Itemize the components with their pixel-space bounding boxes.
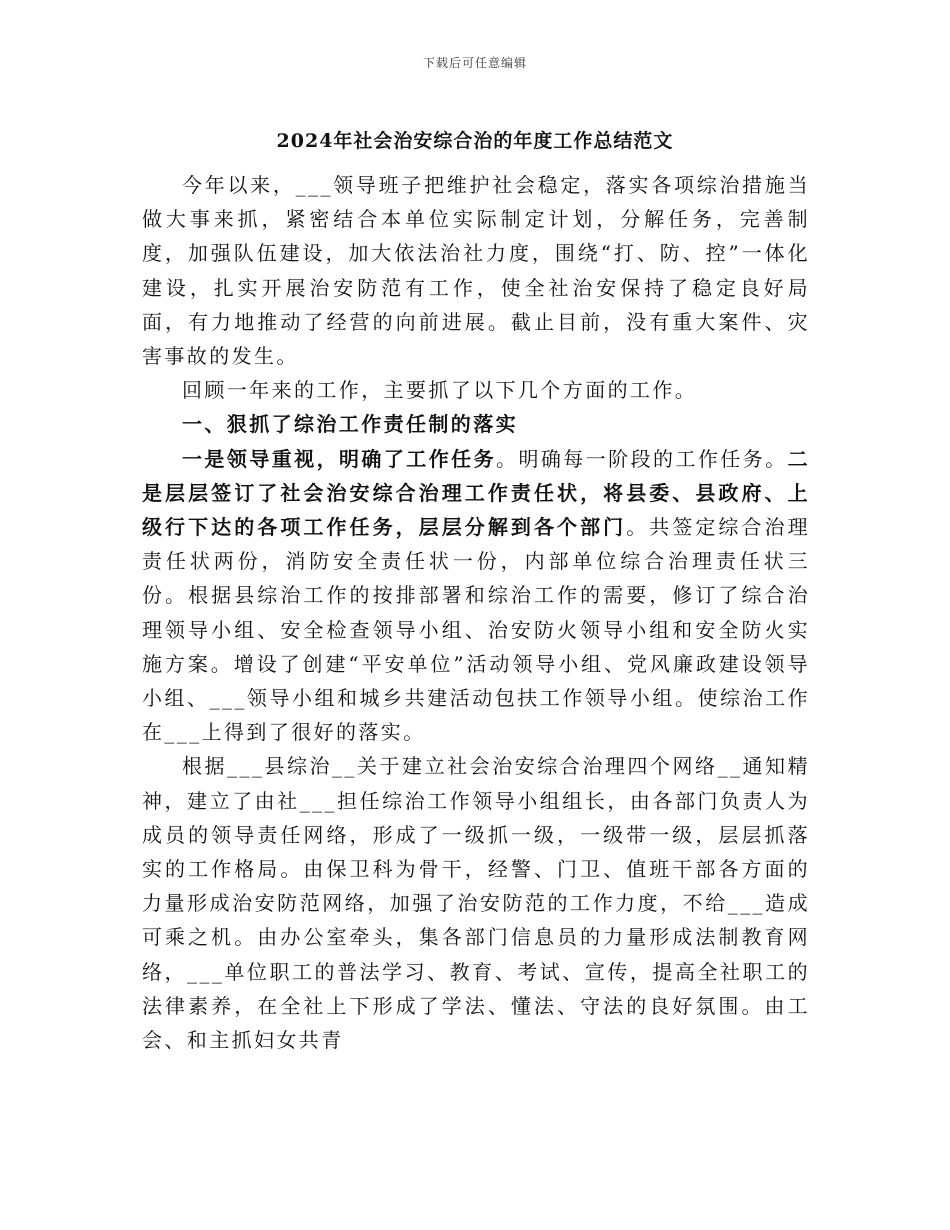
text-phrase-2: 。共签定综合治理责任状两份，消防安全责任状一份，内部单位综合治理责任状三份。根据县综治工作的按排部署和综治工作的需要，修订了综合治理领导小组、安全检查领导小组、治安防火领导小组和安全防火实施方案。增设了创建“平安单位”活动领导小组、党风廉政建设领导小组、___领导小组和城乡共建活动包扶工作领导小组。使综治工作在___上得到了很好的落实。 xyxy=(142,515,811,745)
header-note: 下载后可任意编辑 xyxy=(422,56,527,70)
document-body xyxy=(142,168,810,1057)
page-title: 2024年社会治安综合治的年度工作总结范文 xyxy=(276,130,674,152)
paragraph-responsibility xyxy=(142,442,810,750)
section-heading-1: 一、狠抓了综治工作责任制的落实 xyxy=(182,412,518,437)
bold-phrase-2: 二是层层签订了社会治安综合治理工作责任状，将县委、县政府、上级行下达的各项工作任务，层层分解到各个部门 xyxy=(142,446,810,540)
bold-phrase-1: 一是领导重视，明确了工作任务 xyxy=(182,446,497,471)
text-phrase-1: 。明确每一阶段的工作任务。 xyxy=(496,446,788,471)
paragraph-intro: 今年以来，___领导班子把维护社会稳定，落实各项综治措施当做大事来抓，紧密结合本单位实际制定计划，分解任务，完善制度，加强队伍建设，加大依法治社力度，围绕“打、防、控”一体化建设，扎实开展治安防范有工作，使全社治安保持了稳定良好局面，有力地推动了经营的向前进展。截止目前，没有重大案件、灾害事故的发生。 xyxy=(142,173,810,369)
paragraph-review: 回顾一年来的工作，主要抓了以下几个方面的工作。 xyxy=(182,378,698,403)
paragraph-networks: 根据___县综治__关于建立社会治安综合治理四个网络__通知精神，建立了由社___担任综治工作领导小组组长，由各部门负责人为成员的领导责任网络，形成了一级抓一级，一级带一级，层层抓落实的工作格局。由保卫科为骨干，经警、门卫、值班干部各方面的力量形成治安防范网络，加强了治安防范的工作力度，不给___造成可乘之机。由办公室牵头，集各部门信息员的力量形成法制教育网络，___单位职工的普法学习、教育、考试、宣传，提高全社职工的法律素养，在全社上下形成了学法、懂法、守法的良好氛围。由工会、和主抓妇女共青 xyxy=(142,754,810,1053)
